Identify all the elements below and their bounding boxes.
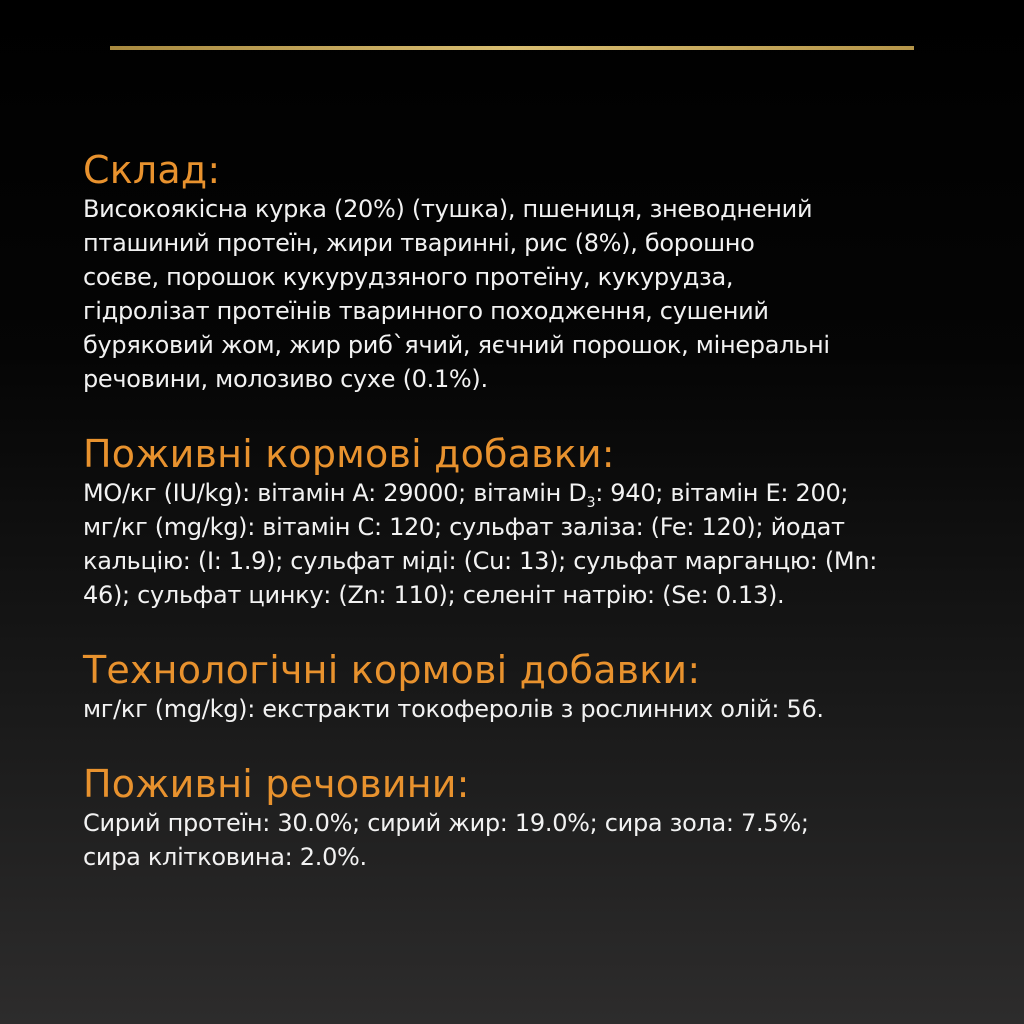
text-fragment: : 940; вітамін E: 200; xyxy=(595,479,849,507)
section-heading: Склад: xyxy=(83,148,221,192)
body-line: Сирий протеїн: 30.0%; сирий жир: 19.0%; сира зола: 7.5%; xyxy=(83,809,809,837)
body-line: соєве, порошок кукурудзяного протеїну, кукурудза, xyxy=(83,263,734,291)
section-technological-additives xyxy=(83,648,963,726)
gold-divider-line xyxy=(110,46,914,50)
section-composition xyxy=(83,148,963,396)
subscript: 3 xyxy=(586,495,596,511)
section-heading: Поживні кормові добавки: xyxy=(83,432,615,476)
text-fragment: МО/кг (IU/kg): вітамін A: 29000; вітамін D xyxy=(83,479,587,507)
body-line: мг/кг (mg/kg): екстракти токоферолів з рослинних олій: 56. xyxy=(83,695,824,723)
body-line: Високоякісна курка (20%) (тушка), пшениця, зневоднений xyxy=(83,195,813,223)
body-line: 46); сульфат цинку: (Zn: 110); селеніт натрію: (Se: 0.13). xyxy=(83,581,785,609)
body-line: пташиний протеїн, жири тваринні, рис (8%), борошно xyxy=(83,229,755,257)
body-line: буряковий жом, жир риб`ячий, яєчний порошок, мінеральні xyxy=(83,331,830,359)
section-heading: Поживні речовини: xyxy=(83,762,470,806)
body-line: речовини, молозиво сухе (0.1%). xyxy=(83,365,488,393)
section-nutritional-additives xyxy=(83,432,963,612)
section-nutrients xyxy=(83,762,963,874)
section-heading: Технологічні кормові добавки: xyxy=(83,648,701,692)
composition-content xyxy=(83,148,963,874)
body-line: гідролізат протеїнів тваринного походження, сушений xyxy=(83,297,769,325)
body-line: мг/кг (mg/kg): вітамін C: 120; сульфат заліза: (Fe: 120); йодат xyxy=(83,513,845,541)
body-line xyxy=(83,476,963,510)
body-line: кальцію: (I: 1.9); сульфат міді: (Cu: 13); сульфат марганцю: (Mn: xyxy=(83,547,878,575)
body-line: сира клітковина: 2.0%. xyxy=(83,843,367,871)
